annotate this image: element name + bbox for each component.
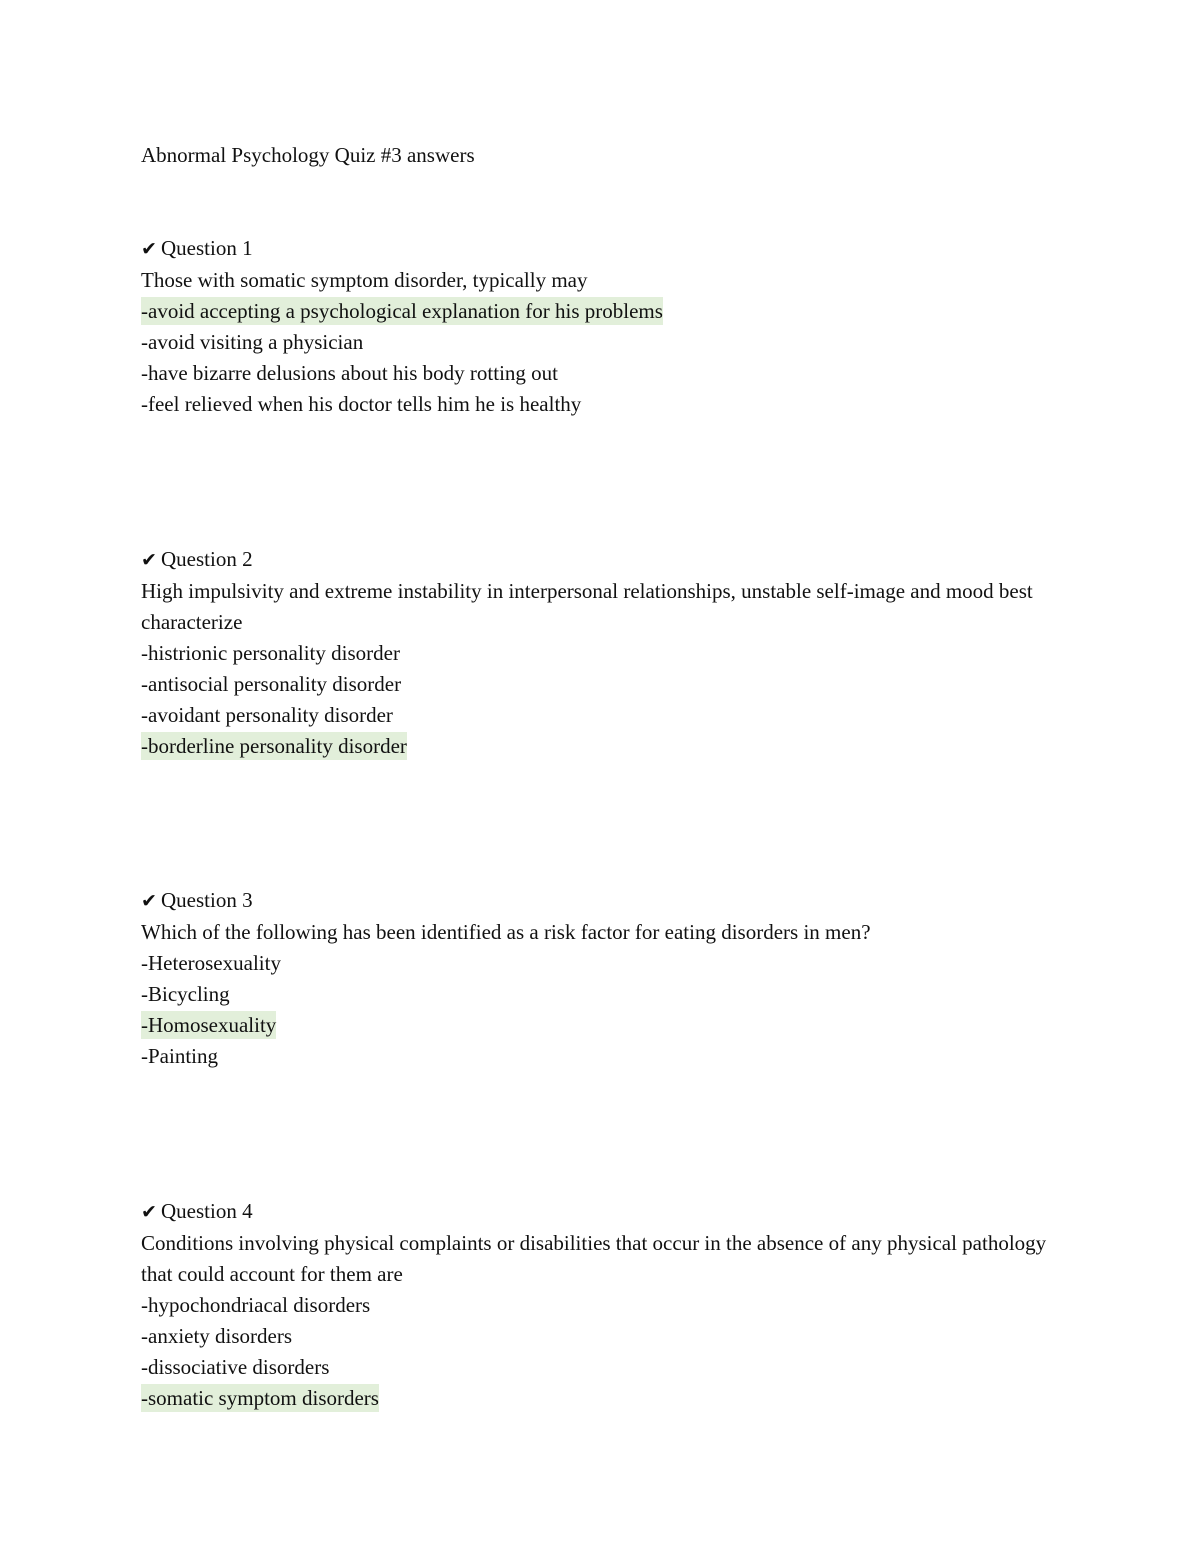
answer-option: -anxiety disorders	[141, 1324, 293, 1348]
checkmark-icon: ✔	[141, 890, 157, 912]
question-text: High impulsivity and extreme instability in interpersonal relationships, unstable self-image and mood best characterize	[141, 579, 1033, 634]
answer-option-correct: -somatic symptom disorders	[141, 1386, 379, 1410]
checkmark-icon: ✔	[141, 549, 157, 571]
question-label: Question 4	[161, 1199, 253, 1223]
answer-option: -Bicycling	[141, 982, 230, 1006]
checkmark-icon: ✔	[141, 1201, 157, 1223]
answer-option-correct: -borderline personality disorder	[141, 734, 407, 758]
question-header	[141, 1196, 1101, 1228]
question-label: Question 2	[161, 547, 253, 571]
answer-option: -antisocial personality disorder	[141, 672, 402, 696]
question-header	[141, 233, 1101, 265]
answer-option-correct: -avoid accepting a psychological explanation for his problems	[141, 299, 663, 323]
question-4	[141, 1196, 1101, 1414]
question-text: Conditions involving physical complaints or disabilities that occur in the absence of any physical pathology that could account for them are	[141, 1231, 1047, 1286]
question-label: Question 1	[161, 236, 253, 260]
question-header	[141, 544, 1101, 576]
answer-option: -Painting	[141, 1044, 218, 1068]
answer-option: -avoid visiting a physician	[141, 330, 364, 354]
answer-option: -dissociative disorders	[141, 1355, 330, 1379]
answer-option: -histrionic personality disorder	[141, 641, 400, 665]
question-text: Which of the following has been identified as a risk factor for eating disorders in men?	[141, 920, 871, 944]
question-2	[141, 544, 1101, 762]
answer-option: -feel relieved when his doctor tells him he is healthy	[141, 392, 582, 416]
answer-option: -avoidant personality disorder	[141, 703, 393, 727]
answer-option: -Heterosexuality	[141, 951, 281, 975]
checkmark-icon: ✔	[141, 238, 157, 260]
answer-option: -have bizarre delusions about his body rotting out	[141, 361, 558, 385]
answer-option-correct: -Homosexuality	[141, 1013, 277, 1037]
document-title: Abnormal Psychology Quiz #3 answers	[141, 143, 475, 167]
answer-option: -hypochondriacal disorders	[141, 1293, 371, 1317]
question-text: Those with somatic symptom disorder, typically may	[141, 268, 588, 292]
question-header	[141, 885, 1101, 917]
question-label: Question 3	[161, 888, 253, 912]
question-3	[141, 885, 1101, 1072]
question-1	[141, 233, 1101, 420]
